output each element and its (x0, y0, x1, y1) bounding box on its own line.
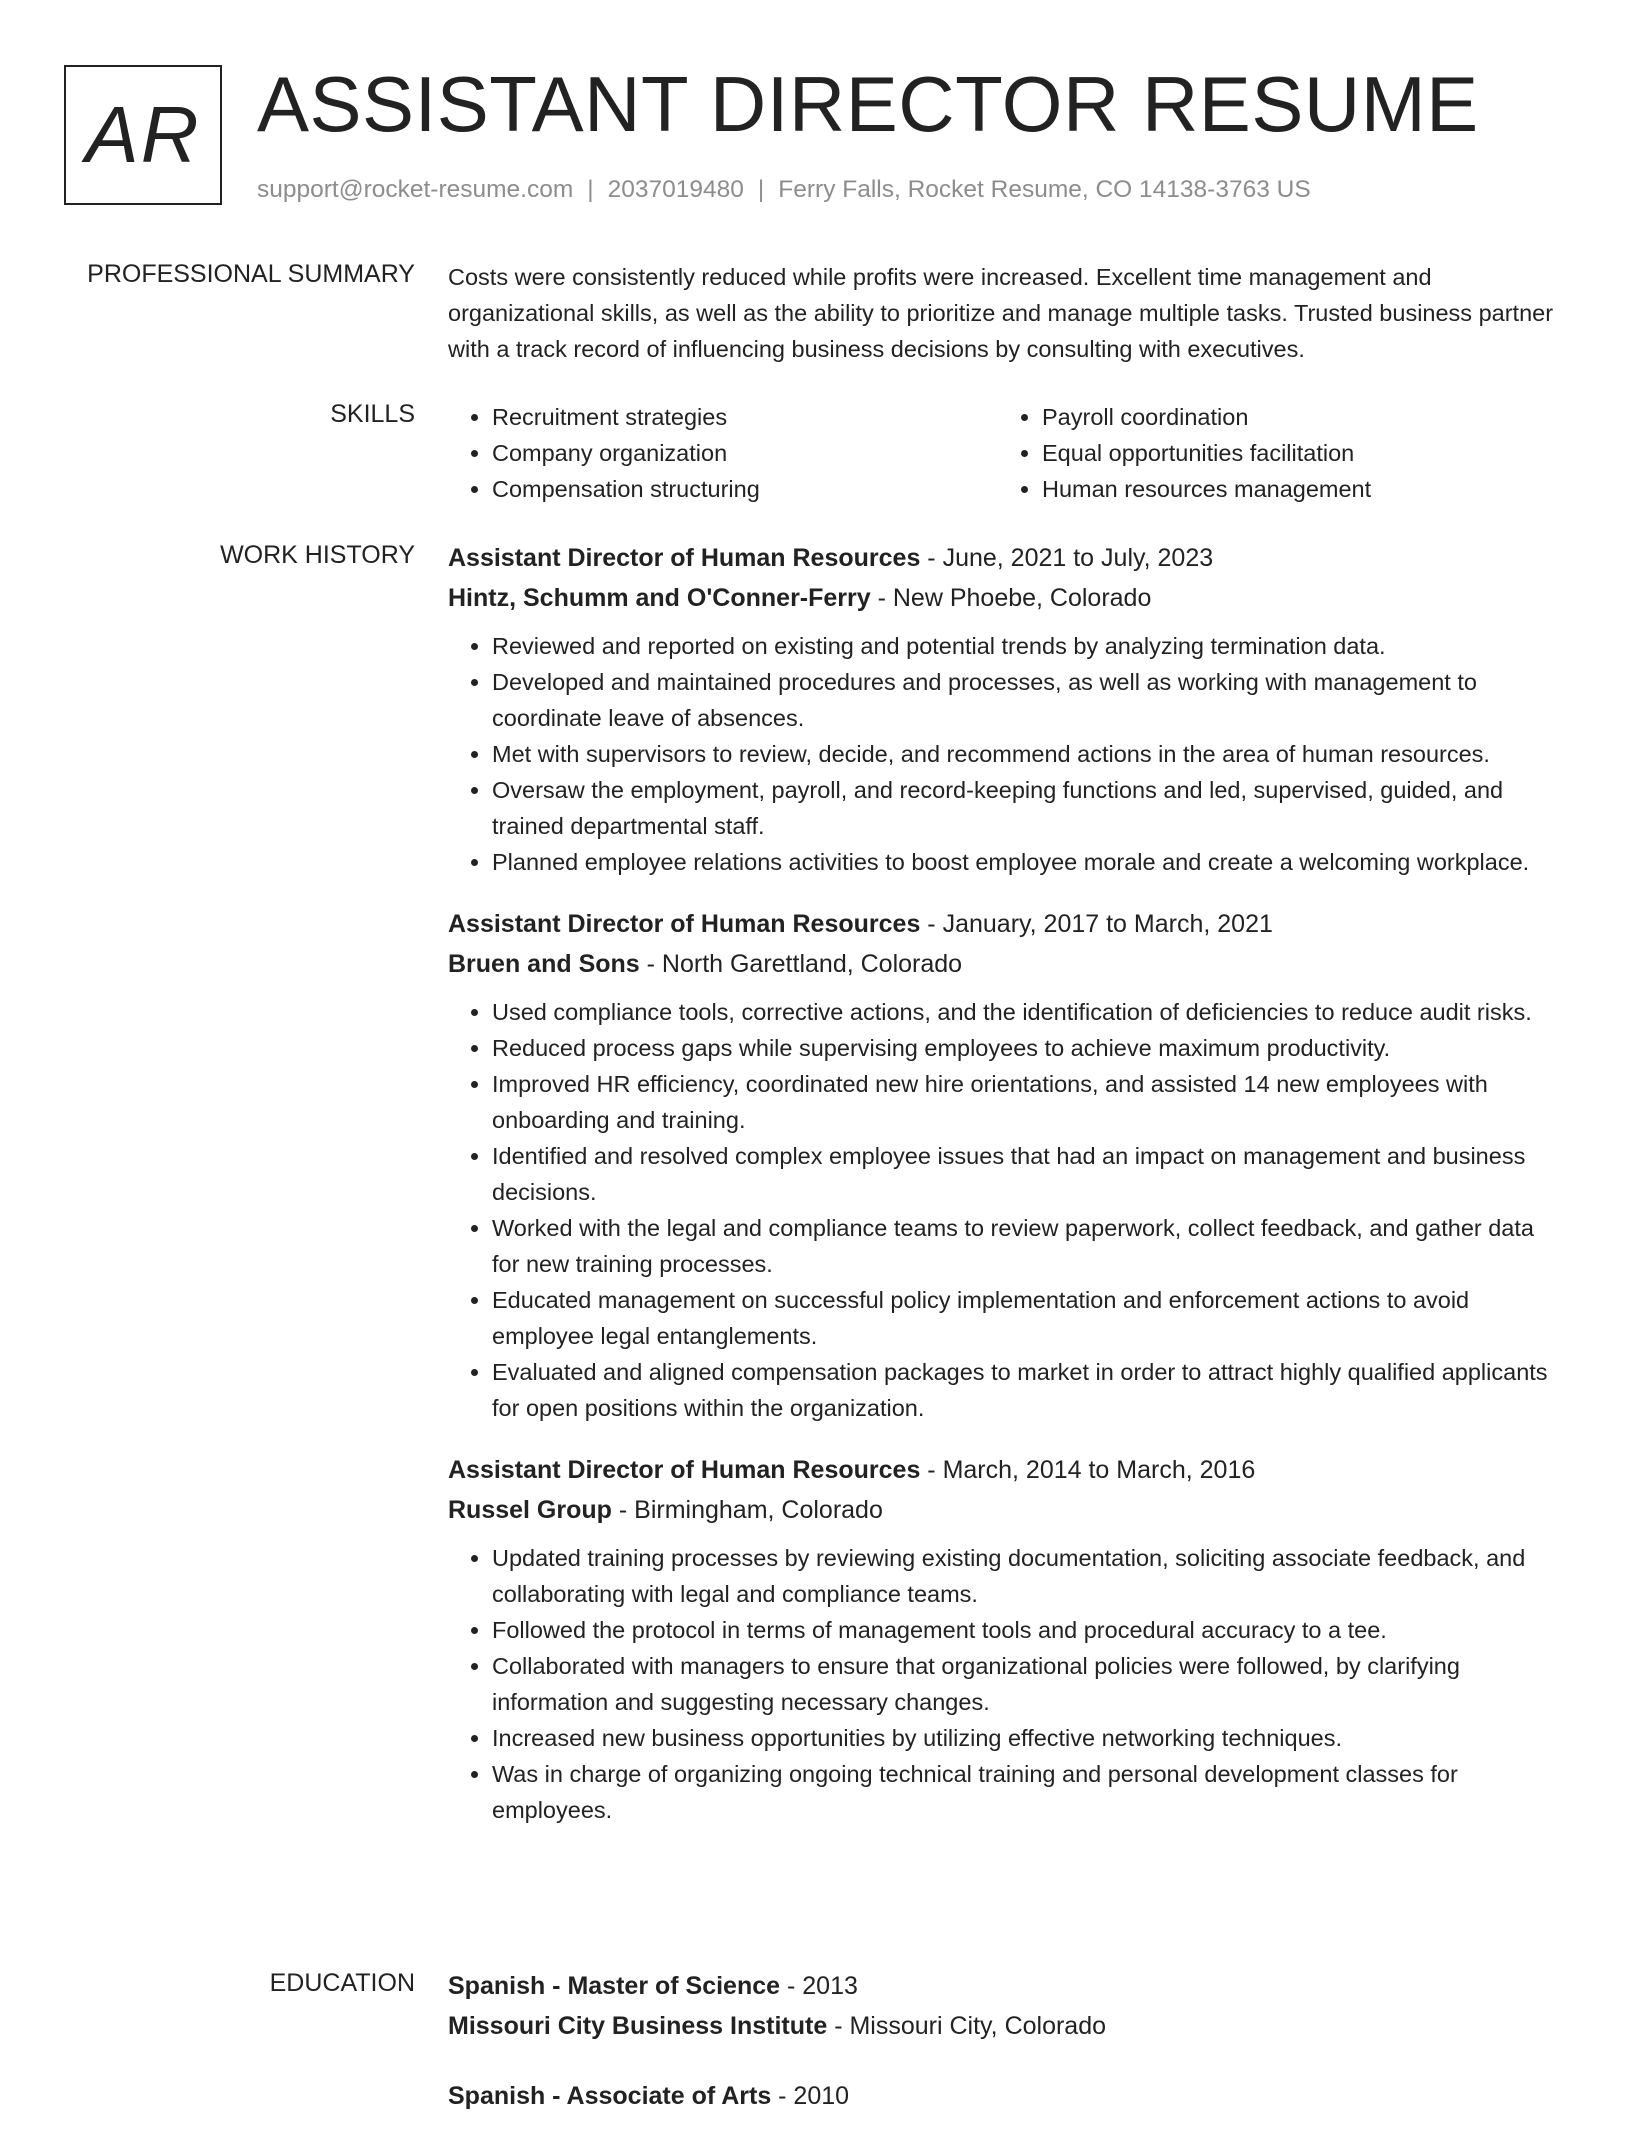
page-title: ASSISTANT DIRECTOR RESUME (257, 60, 1479, 148)
skills-label: SKILLS (330, 400, 415, 428)
job-bullet: • Evaluated and aligned compensation packages to market in order to attract highly qualified applicants for open positions within the organization. (492, 1354, 1556, 1426)
job-location: - North Garettland, Colorado (639, 950, 963, 978)
job-bullet: • Met with supervisors to review, decide, and recommend actions in the area of human resources. (492, 736, 1556, 772)
contact-address: Ferry Falls, Rocket Resume, CO 14138-3763 US (778, 176, 1311, 203)
education-entry (448, 1966, 1556, 2046)
job-bullet: • Developed and maintained procedures and processes, as well as working with management to coordinate leave of absences. (492, 664, 1556, 736)
job-bullet: • Improved HR efficiency, coordinated new hire orientations, and assisted 14 new employees with onboarding and training. (492, 1066, 1556, 1138)
job-company: Bruen and Sons (448, 950, 640, 978)
education-entry (448, 2076, 1556, 2116)
job-dates: - January, 2017 to March, 2021 (920, 910, 1273, 938)
job-title: Assistant Director of Human Resources (448, 1456, 921, 1484)
job-entry (448, 904, 1556, 1426)
education-degree-line (448, 2076, 1556, 2116)
job-bullet: • Oversaw the employment, payroll, and record-keeping functions and led, supervised, guided, and trained departmental staff. (492, 772, 1556, 844)
education-year: - 2013 (780, 1972, 858, 2000)
monogram-logo: AR (64, 65, 222, 205)
work-history-body (448, 538, 1556, 1852)
skills-body (448, 399, 1556, 507)
education-degree-line (448, 1966, 1556, 2006)
education-school: Missouri City Business Institute (448, 2012, 828, 2040)
education-location: - Missouri City, Colorado (827, 2012, 1107, 2040)
education-body (448, 1966, 1556, 2146)
job-bullet: • Was in charge of organizing ongoing technical training and personal development classes for employees. (492, 1756, 1556, 1828)
skill-item: • Recruitment strategies (492, 399, 998, 435)
job-dates: - March, 2014 to March, 2016 (920, 1456, 1256, 1484)
job-title-line (448, 1450, 1556, 1490)
contact-separator: | (587, 176, 594, 203)
job-company: Russel Group (448, 1496, 612, 1524)
resume-header (64, 60, 1564, 210)
skill-item: • Equal opportunities facilitation (1042, 435, 1548, 471)
job-bullet: • Collaborated with managers to ensure that organizational policies were followed, by clarifying information and suggesting necessary changes. (492, 1648, 1556, 1720)
job-bullet: • Planned employee relations activities to boost employee morale and create a welcoming workplace. (492, 844, 1556, 880)
job-company-line (448, 944, 1556, 984)
contact-line (257, 176, 1311, 204)
job-title: Assistant Director of Human Resources (448, 910, 921, 938)
education-year: - 2010 (771, 2082, 850, 2110)
job-bullet: • Reviewed and reported on existing and potential trends by analyzing termination data. (492, 628, 1556, 664)
skill-item: • Payroll coordination (1042, 399, 1548, 435)
job-bullet: • Followed the protocol in terms of management tools and procedural accuracy to a tee. (492, 1612, 1556, 1648)
contact-email: support@rocket-resume.com (257, 176, 574, 203)
education-degree: Spanish - Associate of Arts (448, 2082, 772, 2110)
education-label: EDUCATION (269, 1969, 415, 1997)
job-bullet: • Increased new business opportunities by utilizing effective networking techniques. (492, 1720, 1556, 1756)
summary-text: Costs were consistently reduced while profits were increased. Excellent time management and organizational skills, as well as the ability to prioritize and manage multiple tasks. Trusted business partner with a track record of influencing business decisions by consulting with executives. (448, 264, 1554, 362)
job-bullet: • Identified and resolved complex employee issues that had an impact on management and business decisions. (492, 1138, 1556, 1210)
job-bullets (448, 1540, 1556, 1828)
skill-item: • Company organization (492, 435, 998, 471)
job-bullets (448, 628, 1556, 880)
job-bullet: • Used compliance tools, corrective actions, and the identification of deficiencies to reduce audit risks. (492, 994, 1556, 1030)
job-dates: - June, 2021 to July, 2023 (920, 544, 1214, 572)
job-company-line (448, 1490, 1556, 1530)
skills-list-right (998, 399, 1548, 507)
job-title-line (448, 538, 1556, 578)
job-title-line (448, 904, 1556, 944)
work-history-label: WORK HISTORY (220, 541, 415, 569)
summary-body (448, 259, 1556, 367)
job-entry (448, 1450, 1556, 1828)
job-location: - Birmingham, Colorado (611, 1496, 883, 1524)
job-title: Assistant Director of Human Resources (448, 544, 921, 572)
contact-separator: | (757, 176, 765, 203)
job-company: Hintz, Schumm and O'Conner-Ferry (448, 584, 871, 612)
summary-label: PROFESSIONAL SUMMARY (87, 260, 415, 288)
job-location: - New Phoebe, Colorado (870, 584, 1152, 612)
skills-list-left (448, 399, 998, 507)
job-bullet: • Updated training processes by reviewing existing documentation, soliciting associate feedback, and collaborating with legal and compliance teams. (492, 1540, 1556, 1612)
job-bullets (448, 994, 1556, 1426)
contact-phone: 2037019480 (607, 176, 744, 203)
education-degree: Spanish - Master of Science (448, 1972, 781, 2000)
education-school-line (448, 2006, 1556, 2046)
job-bullet: • Reduced process gaps while supervising employees to achieve maximum productivity. (492, 1030, 1556, 1066)
skill-item: • Human resources management (1042, 471, 1548, 507)
skill-item: • Compensation structuring (492, 471, 998, 507)
job-bullet: • Worked with the legal and compliance teams to review paperwork, collect feedback, and gather data for new training processes. (492, 1210, 1556, 1282)
job-company-line (448, 578, 1556, 618)
job-entry (448, 538, 1556, 880)
job-bullet: • Educated management on successful policy implementation and enforcement actions to avoid employee legal entanglements. (492, 1282, 1556, 1354)
